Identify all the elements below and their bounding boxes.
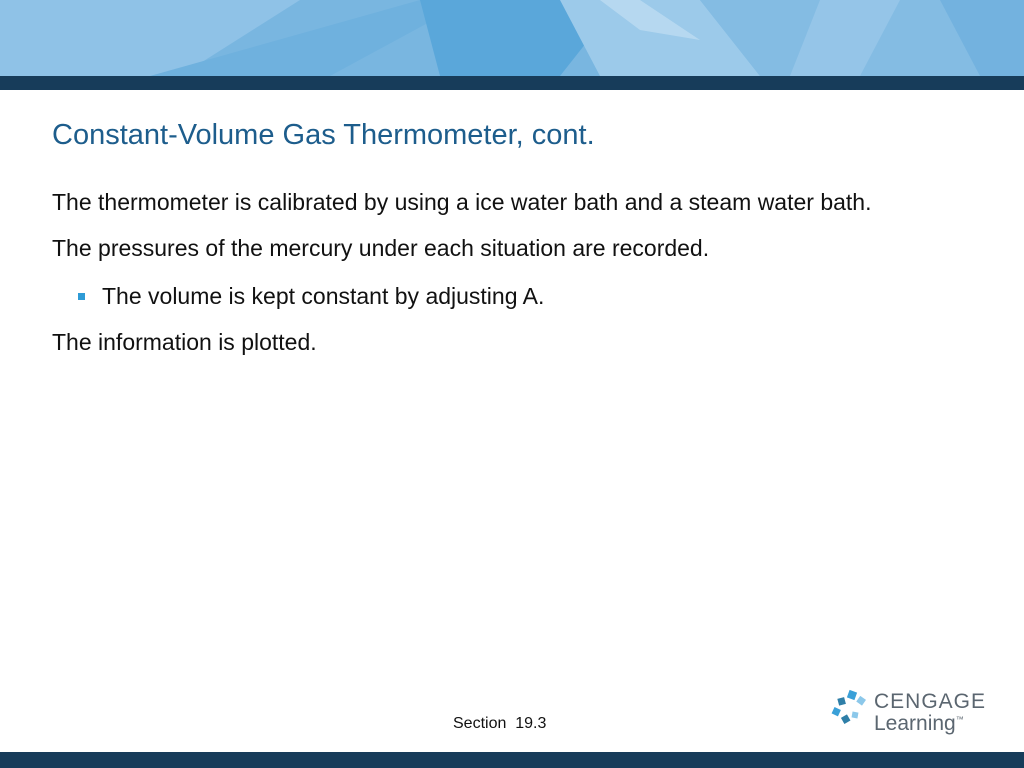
logo-wordmark-learning <box>874 712 964 736</box>
header-rule <box>0 76 1024 90</box>
body-paragraph-pressures: The pressures of the mercury under each situation are recorded. <box>52 235 710 261</box>
body-paragraph-plotted: The information is plotted. <box>52 329 317 355</box>
logo-wordmark-cengage: CENGAGE <box>874 690 987 713</box>
logo-learning-text: Learning <box>874 712 956 735</box>
logo-trademark: ™ <box>955 715 964 724</box>
cengage-mark-icon <box>830 688 870 728</box>
header-banner <box>0 0 1024 76</box>
footer-rule <box>0 752 1024 768</box>
cengage-learning-logo <box>830 686 990 740</box>
body-paragraph-calibration: The thermometer is calibrated by using a ice water bath and a steam water bath. <box>52 189 872 215</box>
slide-title: Constant-Volume Gas Thermometer, cont. <box>52 119 595 151</box>
bullet-square-icon <box>78 293 85 300</box>
footer-section-label: Section 19.3 <box>453 715 547 732</box>
bullet-text: The volume is kept constant by adjusting A. <box>102 283 545 309</box>
banner-graphic <box>0 0 1024 76</box>
